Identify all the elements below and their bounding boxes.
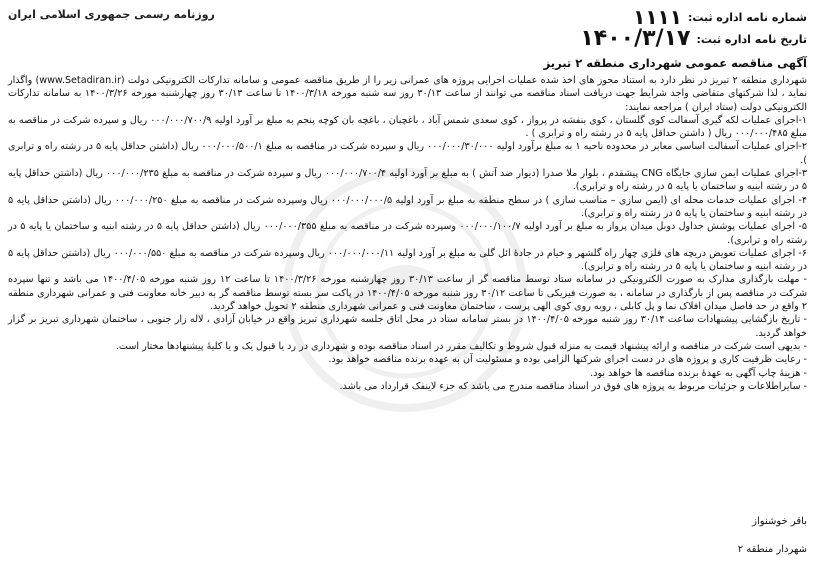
- other-information: - سایراطلاعات و جزئیات مربوط به پروژه های فوق در اسناد مناقصه مندرج می باشد که جزء لاینفک قرارداد می باشد.: [339, 380, 807, 392]
- project-item-1: ۱-اجرای عملیات لکه گیری آسفالت کوی گلستان ، کوی بنفشه در پرواز ، کوی سعدی شمس آباد ، باغچبان ، باغچه بان کوچه پنجم به مبلغ بر آورد اولیه ۰۰۰/۰۰۰/۷۰۰/۹ ریال و سپرده شرکت در مناقصه به مبلغ ۰۰۰/۰۰۰/۴۸۵ ریال ( داشتن حداقل پایه ۵ در رشته راه و ترابری ) .: [8, 114, 808, 140]
- registration-number-row: [547, 6, 807, 28]
- project-item-6: ۶- اجرای عملیات تعویض دریچه های فلزی چهار راه گلشهر و خیام در جادهٔ ائل گلی به مبلغ بر آورد اولیه ۰۰۰/۰۰۰/۰۰۰/۱۱ ریال وسپرده شرکت در مناقصه به مبلغ ۰۰۰/۰۰۰/۵۵۰ ریال (داشتن حداقل پایه ۵ در رشته ابنیه و ساختمان یا پایه ۵ در رشته راه و ترابری).: [8, 247, 807, 273]
- notice-intro: شهرداری منطقه ۲ تبریز در نظر دارد به استناد مجوز های اخذ شده عملیات اجرایی پروژه های عمرانی زیر را از طریق مناقصه عمومی و سامانه تدارکات الکترونیکی دولت (www.Setadiran.ir) واگذار نماید ، لذا شرکتهای متقاضی واجد شرایط جهت دریافت اسناد مناقصه می توانند از ساعت ۳۰/۱۳ روز سه شنبه مورخه ۱۴۰۰/۳/۱۸ تا ساعت ۳۰/۱۳ روز چهارشنبه مورخه ۱۴۰۰/۳/۲۶ به سامانه تدارکات الکترونیکی دولت (ستاد ایران ) مراجعه نمایند:: [8, 75, 807, 113]
- publication-cost: - هزینهٔ چاپ آگهی به عهدهٔ برنده مناقصه ها خواهد بود.: [590, 367, 807, 379]
- signature-name: باقر خوشنواز: [752, 516, 807, 527]
- registration-number: ۱۱۱۱: [633, 5, 682, 29]
- capacity-requirement: - رعایت ظرفیت کاری و پروژه های در دست اجرای شرکتها الزامی بوده و مسئولیت آن به عهده برنده مناقصه خواهد بود.: [328, 354, 807, 366]
- newspaper-name: روزنامه رسمی جمهوری اسلامی ایران: [8, 8, 215, 21]
- notice-title: آگهی مناقصه عمومی شهرداری منطقه ۲ تبریز: [543, 56, 807, 70]
- signature-title: شهردار منطقه ۲: [737, 544, 807, 555]
- project-item-4: ۴- اجرای عملیات خدمات محله ای (ایمن سازی – مناسب سازی ) در سطح منطقه به مبلغ بر آورد اولیه ۰۰۰/۰۰۰/۰۰۰/۵ ریال وسپرده شرکت در مناقصه به مبلغ ۰۰۰/۰۰۰/۲۵۰ ریال (داشتن حداقل پایه ۵ در رشته ابنیه و ساختمان یا پایه ۵ در رشته راه و ترابری).: [8, 194, 807, 219]
- bid-opening-date: - تاریخ بازگشایی پیشنهادات ساعت ۳۰/۱۴ روز شنبه مورخه ۱۴۰۰/۴/۰۵ در بستر سامانه ستاد در محل اتاق جلسه شهرداری تبریز واقع در خیابان آزادی ، لاله زار جنوبی ، ساختمان شهرداری تبریز بر گزار خواهد گردید.: [8, 314, 808, 339]
- registration-date-row: [547, 28, 807, 50]
- document-upload-deadline: - مهلت بارگذاری مدارک به صورت الکترونیکی در سامانه ستاد توسط مناقصه گر از ساعت ۳۰/۱۳ روز چهارشنبه مورخه ۱۴۰۰/۳/۲۶ تا ساعت ۱۲ روز شنبه مورخه ۱۴۰۰/۴/۰۵ می باشد و تنها سپرده شرکت در مناقصه پس از بارگذاری در سامانه ، به صورت فیزیکی تا ساعت ۳۰/۱۲ روز شنبه مورخه ۱۴۰۰/۴/۰۵ در پاکت سر بسته توسط مناقصه گر به دبیر خانه معاونت فنی و عمرانی شهرداری منطقه ۲ واقع در حد فاصل میدان افلاک نما و پل کابلی ، روبه روی کوی الهی پرست ، ساختمان معاونت فنی و عمرانی شهرداری منطقه ۲ تحویل خواهد گردید.: [8, 274, 807, 313]
- registration-date-label: تاریخ نامه اداره ثبت:: [696, 32, 807, 46]
- notice-body: [8, 74, 807, 393]
- project-item-3: ۳-اجرای عملیات ایمن سازی جایگاه CNG پیشقدم ، بلوار ملا صدرا (دیوار ضد آتش ) به مبلغ بر آورد اولیه ۰۰۰/۰۰۰/۷۰۰/۴ ریال و سپرده شرکت در مناقصه به مبلغ ۰۰۰/۰۰۰/۲۳۵ ریال (داشتن حداقل پایه ۵ در رشته ابنیه و ساختمان یا پایه ۵ در رشته راه و ترابری).: [8, 168, 807, 193]
- registration-date: ۱۴۰۰/۳/۱۷: [580, 26, 691, 51]
- registration-number-label: شماره نامه اداره ثبت:: [687, 10, 807, 24]
- registration-box: [547, 6, 807, 50]
- project-item-5: ۵- اجرای عملیات پوشش جداول دوبل میدان پرواز به مبلغ بر آورد اولیه ۰۰۰/۰۰۰/۱۰۰/۷ وسپرده شرکت در مناقصه به مبلغ ۰۰۰/۰۰۰/۳۵۵ ریال (داشتن حداقل پایه ۵ در رشته ابنیه و ساختمان یا پایه ۵ در رشته راه و ترابری).: [8, 221, 807, 246]
- acceptance-condition: - بدیهی است شرکت در مناقصه و ارائه پیشنهاد قیمت به منزله قبول شروط و تکالیف مقرر در اسناد مناقصه بوده و شهرداری در رد یا قبول یک و یا کلیهٔ پیشنهادها مختار است.: [115, 340, 807, 352]
- project-item-2: ۲-اجرای عملیات آسفالت اساسی معابر در محدوده ناحیه ۱ به مبلغ برآورد اولیه ۰۰۰/۰۰۰/۳۰/۰۰۰ ریال و سپرده شرکت در مناقصه به مبلغ ۰۰۰/۰۰۰/۵۰۰/۱ ریال (داشتن حداقل پایه ۵ در رشته راه و ترابری ).: [8, 141, 807, 166]
